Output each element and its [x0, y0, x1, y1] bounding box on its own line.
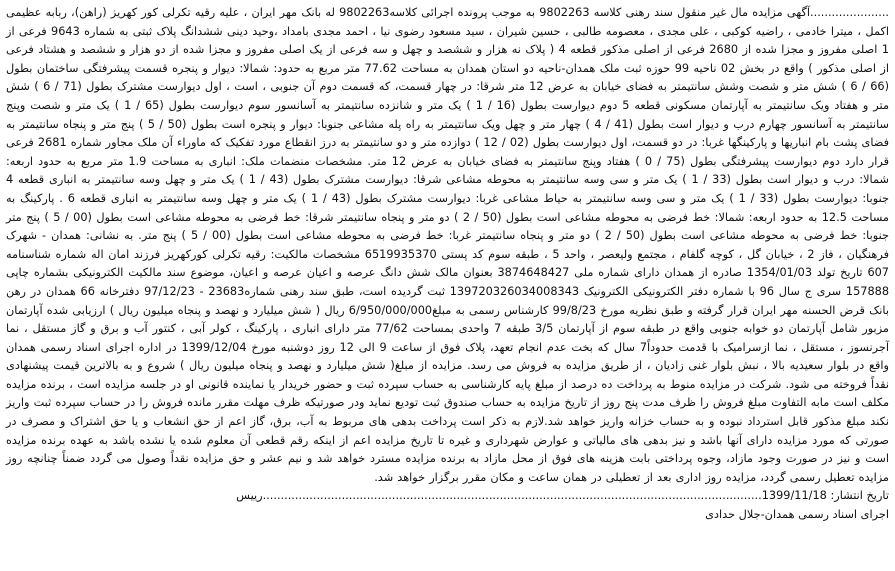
auction-notice: [6, 4, 889, 567]
notice-body-text: ......................آگهی مزایده مال غیر منقول سند رهنی کلاسه 9802263 به موجب پرونده اجرائی کلاسه9802263 له بانک مهر ایران ، علیه رقیه تکرلی کور کهریز (راهن)، ربابه عظیمی اکمل ، میترا خادمی ، راضیه کوکبی ، علی مجدی ، معصومه طالبی ، حسین شیران ، سید مسعود رضوی نیا ، احمد مجدی بامداد ،وحید دینی ششدانگ پلاک ثبتی به شماره 9643 فرعی از 1 اصلی مفروز و مجزا شده از 2680 فرعی از اصلی مذکور قطعه 4 ( پلاک نه هزار و ششصد و چهل و سه فرعی از یک اصلی مفروز و مجزا شده از دو هزار و ششصد و هشتاد فرعی از اصلی مذکور ) واقع در بخش 02 ناحیه 99 حوزه ثبت ملک همدان-ناحیه دو استان همدان به مساحت 77.62 متر مربع به حدود: شمالا: دیوار و پنجره قسمت پیشرفتگی ساختمان بطول (66 / 6 ) شش متر و شصت وشش سانتیمتر به فضای خیابان به عرض 12 متر شرقا: در چهار قسمت، که قسمت دوم آن جنوبی ، است ، اول دیوارست مشترک بطول (71 / 6 ) شش متر و هفتاد ویک سانتیمتر به آپارتمان مسکونی قطعه 5 دوم دیوارست بطول (16 / 1 ) یک متر و شانزده سانتیمتر به آسانسور سوم دیوارست بطول (65 / 1 ) یک متر و شصت وپنج سانتیمتر به آسانسور چهارم درب و دیوار است بطول (41 / 4 ) چهار متر و چهل ویک سانتیمتر به راه پله مشاعی جنوبا: دیوار و پنجره است بطول (50 / 5 ) پنج متر و پنجاه سانتیمتر به فضای پشت بام انباریها و پارکینگها غربا: در دو قسمت، اول دیوارست بطول (02 / 12 ) دوازده متر و دو سانتیمتر به درز انقطاع مورد تفکیک که ماوراء آن ملک مجاور شماره 2681 فرعی قرار دارد دوم دیوارست پیشرفتگی بطول (75 / 0 ) هفتاد وپنج سانتیمتر به فضای خیابان به عرض 12 متر. مشخصات منضمات ملک: انباری به مساحت 1.9 متر مربع به حدود اربعه: شمالا: درب و دیوار است بطول (33 / 1 ) یک متر و سی وسه سانتیمتر به محوطه مشاعی شرقا: دیوارست مشترک بطول (43 / 1 ) یک متر و چهل وسه سانتیمتر به انباری قطعه 4 جنوبا: دیوارست بطول (33 / 1 ) یک متر و سی وسه سانتیمتر به حیاط مشاعی غربا: دیوارست مشترک بطول (43 / 1 ) یک متر و چهل وسه سانتیمتر به انباری قطعه 6 . پارکینگ به مساحت 12.5 به حدود اربعه: شمالا: خط فرضی به محوطه مشاعی است بطول (50 / 2 ) دو متر و پنجاه سانتیمتر شرقا: خط فرضی به محوطه مشاعی است بطول (00 / 5 ) پنج متر جنوبا: خط فرضی به محوطه مشاعی است بطول (50 / 2 ) دو متر و پنجاه سانتیمتر غربا: خط فرضی به محوطه مشاعی است بطول (00 / 5 ) پنج متر. به نشانی: همدان - شهرک فرهنگیان ، فاز 2 ، خیابان گل ، کوچه گلفام ، مجتمع ولیعصر ، واحد 5 ، طبقه سوم کد پستی 6519935370 مشخصات مالکیت: رقیه تکرلی کورکهریز فرزند امان اله شماره شناسنامه 607 تاریخ تولد 1354/01/03 صادره از همدان دارای شماره ملی 3874648427 بعنوان مالک شش دانگ عرصه و اعیان عرصه و اعیان، موضوع سند مالکیت الکترونیکی بشماره چاپی 157888 سری ج سال 96 با شماره دفتر الکترونیکی الکترونیک 139720326034008343 ثبت گردیده است، طبق سند رهنی شماره23683 - 97/12/23 دفترخانه 66 همدان در رهن بانک قرض الحسنه مهر ایران قرار گرفته و طبق نظریه مورخ 99/8/23 کارشناس رسمی به مبلغ6/950/000/000 ریال ( شش میلیارد و نهصد و پنجاه میلیون ریال ) ارزیابی شده آپارتمان مزبور شامل آپارتمان دو خوابه جنوبی واقع در طبقه سوم از آپارتمان 3/5 طبقه 7 واحدی بمساحت 77/62 متر دارای انباری ، پارکینگ ، کولر آبی ، کنتور آب و برق و گاز مستقل ، نما آجرنسوز ، مستقل ، نما ازسرامیک با قدمت حدوداً7 سال که بخت عدم انجام تعهد، پلاک فوق از ساعت 9 الی 12 روز دوشنبه مورخ 1399/12/04 در اداره اجرای اسناد رسمی همدان واقع در بلوار سعیدیه بالا ، نبش بلوار غنی زادیان ، از طریق مزایده به فروش می رسد. مزایده از مبلغ( شش میلیارد و نهصد و پنجاه میلیون ریال ) شروع و به بالاترین قیمت پیشنهادی نقداً فروخته می شود. شرکت در مزایده منوط به پرداخت ده درصد از مبلغ پایه کارشناسی به حساب سپرده ثبت و حضور خریدار یا نماینده قانونی او در جلسه مزایده است ، برنده مزایده مکلف است مابه التفاوت مبلغ فروش را ظرف مدت پنج روز از تاریخ مزایده به حساب صندوق ثبت تودیع نماید ودر صورتیکه ظرف مهلت مقرر مانده فروش را در حساب سپرده ثبت واریز نکند مبلغ مذکور قابل استرداد نبوده و به حساب خزانه واریز خواهد شد.لازم به ذکر است پرداخت بدهی های مربوط به آب، برق، گاز اعم از حق انشعاب و یا حق اشتراک و مصرف در صورتی که مورد مزایده دارای آنها باشد و نیز بدهی های مالیاتی و عوارض شهرداری و غیره تا تاریخ مزایده اعم از اینکه رقم قطعی آن معلوم شده یا نشده باشد به عهده برنده مزایده است و نیز در صورت وجود مازاد، وجوه پرداختی بابت هزینه های فوق از محل مازاد به برنده مزایده مسترد خواهد شد و نیم عشر و حق مزایده نقداً وصول می گردد ضمناً چنانچه روز مزایده تعطیل رسمی گردد، مزایده روز اداری بعد از تعطیلی در همان ساعت و مکان مقرر برگزار خواهد شد.: [6, 6, 890, 484]
publication-date-line: تاریخ انتشار: 1399/11/18...........................................................................................................................................رییس: [236, 489, 889, 503]
issuer-signature: اجرای اسناد رسمی همدان-جلال حدادی: [705, 508, 889, 522]
